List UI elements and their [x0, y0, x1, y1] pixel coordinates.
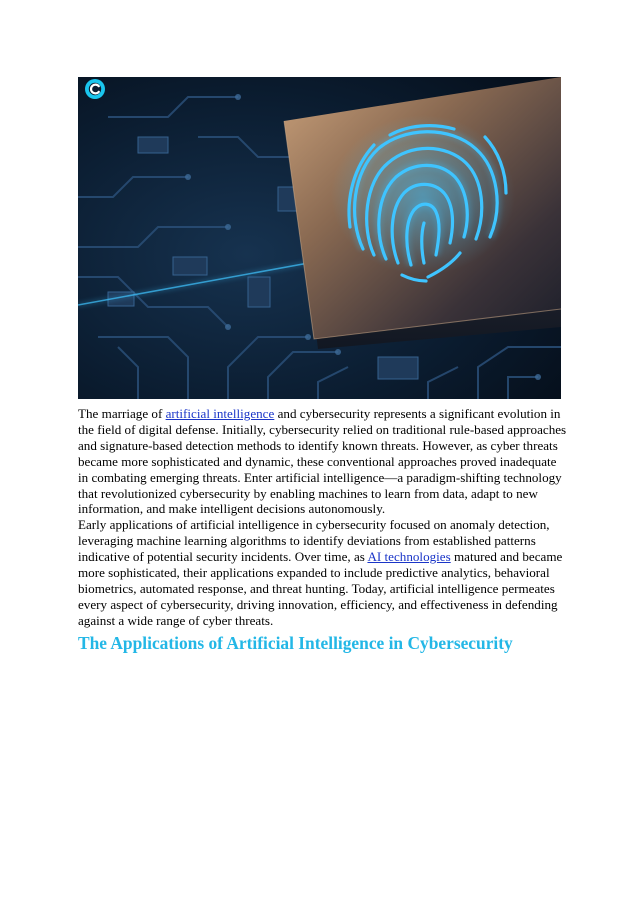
hero-image	[78, 77, 561, 399]
fingerprint-chip-illustration	[78, 77, 561, 399]
article-body	[78, 406, 568, 654]
text-span: and cybersecurity represents a significant evolution in the field of digital defense. Initially, cybersecurity relied on traditional rule-based approaches and signature-based detection methods to identify known threats. However, as cyber threats became more sophisticated and dynamic, these conventional approaches proved inadequate in combating emerging threats. Enter artificial intelligence—a paradigm-shifting technology that revolutionized cybersecurity by enabling machines to learn from data, adapt to new information, and make intelligent decisions autonomously.	[78, 406, 567, 517]
c-circle-logo-icon	[85, 79, 105, 99]
artificial-intelligence-link[interactable]: artificial intelligence	[165, 406, 275, 421]
paragraph-intro	[78, 406, 568, 517]
paragraph-history	[78, 517, 568, 628]
text-span: matured and became more sophisticated, their applications expanded to include predictive analytics, behavioral biometrics, automated response, and threat hunting. Today, artificial intelligence permeates every aspect of cybersecurity, driving innovation, efficiency, and effectiveness in defending against a wide range of cyber threats.	[78, 549, 563, 628]
text-span: Early applications of artificial intelligence in cybersecurity focused on anomaly detection, leveraging machine learning algorithms to identify deviations from established patterns indicative of potential security incidents. Over time, as	[78, 517, 550, 565]
ai-technologies-link[interactable]: AI technologies	[367, 549, 451, 565]
text-span: The marriage of	[78, 406, 166, 421]
section-heading: The Applications of Artificial Intelligence in Cybersecurity	[78, 632, 513, 653]
